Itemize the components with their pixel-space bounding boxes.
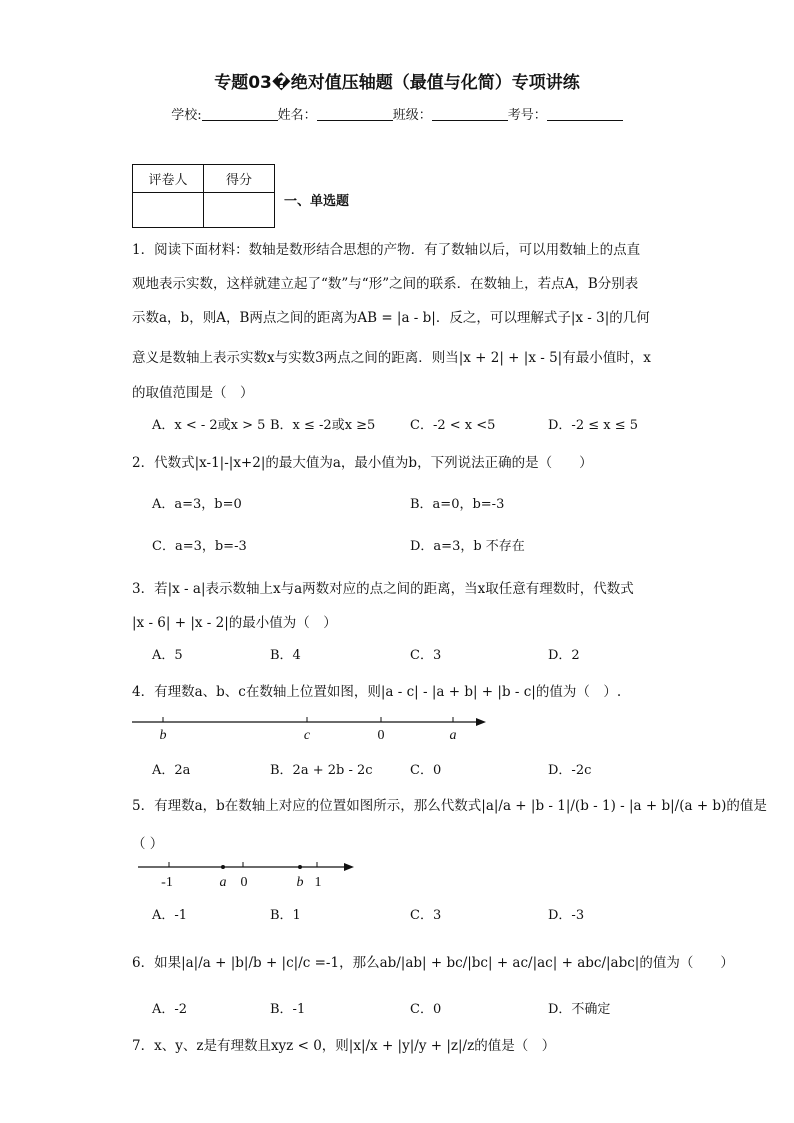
q4-option-a[interactable]: A．2a — [152, 763, 191, 778]
q3-option-d[interactable]: D．2 — [548, 648, 580, 663]
class-blank[interactable] — [432, 108, 508, 121]
grader-header: 评卷人 — [133, 165, 204, 193]
q6-option-b[interactable]: B．-1 — [270, 1002, 306, 1017]
q2-option-d[interactable]: D．a=3，b 不存在 — [410, 539, 525, 554]
q5-option-c[interactable]: C．3 — [410, 908, 442, 923]
q3-option-c[interactable]: C．3 — [410, 648, 442, 663]
q1-line-1: 1．阅读下面材料：数轴是数形结合思想的产物．有了数轴以后，可以用数轴上的点直 — [132, 242, 641, 258]
score-cell[interactable] — [204, 193, 275, 228]
class-label: 班级： — [392, 108, 432, 123]
q1-line-5: 的取值范围是（ ） — [132, 385, 254, 401]
q5-point-a — [221, 865, 225, 869]
name-label: 姓名： — [277, 108, 317, 123]
q1-option-d[interactable]: D．-2 ≤ x ≤ 5 — [548, 418, 639, 433]
q4-option-c[interactable]: C．0 — [410, 763, 442, 778]
q4-option-b[interactable]: B．2a + 2b - 2c — [270, 763, 373, 778]
q5-option-a[interactable]: A．-1 — [152, 908, 188, 923]
q5-line-1: 5．有理数a，b在数轴上对应的位置如图所示，那么代数式|a|/a + |b - 1|/(b - 1) - |a + b|/(a + b)的值是 — [132, 798, 767, 814]
section-title: 一、单选题 — [284, 194, 350, 209]
q2-line-1: 2．代数式|x-1|-|x+2|的最大值为a，最小值为b，下列说法正确的是（ ） — [132, 455, 593, 471]
q1-option-a[interactable]: A．x < - 2或x > 5 — [152, 418, 266, 433]
number-label: 考号： — [507, 108, 547, 123]
q6-line-1: 6．如果|a|/a + |b|/b + |c|/c =-1，那么ab/|ab| + bc/|bc| + ac/|ac| + abc/|abc|的值为（ ） — [132, 955, 734, 971]
q1-option-c[interactable]: C．-2 < x <5 — [410, 418, 496, 433]
q4-label-c: c — [303, 728, 311, 743]
q4-label-b: b — [159, 728, 167, 743]
q5-label-minus1: -1 — [161, 875, 173, 890]
q4-label-0: 0 — [377, 728, 385, 743]
q7-line-1: 7．x、y、z是有理数且xyz < 0，则|x|/x + |y|/y + |z|/z的值是（ ） — [132, 1038, 556, 1054]
grader-table — [132, 164, 275, 228]
q5-axis-arrow — [344, 863, 354, 871]
q1-line-4: 意义是数轴上表示实数x与实数3两点之间的距离．则当|x + 2| + |x - 5|有最小值时，x — [132, 350, 651, 366]
q5-label-b: b — [296, 875, 304, 890]
school-label: 学校: — [171, 108, 202, 123]
q5-label-a: a — [219, 875, 227, 890]
q5-number-line — [136, 858, 366, 890]
q3-option-b[interactable]: B．4 — [270, 648, 301, 663]
q1-option-b[interactable]: B．x ≤ -2或x ≥5 — [270, 418, 376, 433]
grader-cell[interactable] — [133, 193, 204, 228]
q5-point-b — [298, 865, 302, 869]
q3-line-1: 3．若|x - a|表示数轴上x与a两数对应的点之间的距离，当x取任意有理数时，代数式 — [132, 581, 634, 597]
q1-line-2: 观地表示实数，这样就建立起了“数”与“形”之间的联系．在数轴上，若点A，B分别表 — [132, 276, 639, 292]
q6-option-a[interactable]: A．-2 — [152, 1002, 188, 1017]
q6-option-c[interactable]: C．0 — [410, 1002, 442, 1017]
q3-line-2: |x - 6| + |x - 2|的最小值为（ ） — [132, 615, 337, 631]
student-info-line — [0, 104, 794, 123]
school-blank[interactable] — [202, 108, 278, 121]
q3-option-a[interactable]: A．5 — [152, 648, 183, 663]
name-blank[interactable] — [317, 108, 393, 121]
q1-line-3: 示数a，b，则A，B两点之间的距离为AB = |a - b|．反之，可以理解式子|x - 3|的几何 — [132, 310, 650, 326]
q6-option-d[interactable]: D．不确定 — [548, 1002, 611, 1017]
q4-axis-arrow — [476, 718, 486, 726]
q4-line-1: 4．有理数a、b、c在数轴上位置如图，则|a - c| - |a + b| + |b - c|的值为（ ）. — [132, 684, 622, 700]
q2-option-b[interactable]: B．a=0，b=-3 — [410, 497, 505, 512]
q2-option-c[interactable]: C．a=3，b=-3 — [152, 539, 247, 554]
q5-line-2: （ ） — [132, 836, 164, 852]
number-blank[interactable] — [547, 108, 623, 121]
q5-option-d[interactable]: D．-3 — [548, 908, 585, 923]
score-header: 得分 — [204, 165, 275, 193]
page-title: 专题03�绝对值压轴题（最值与化简）专项讲练 — [214, 73, 580, 93]
q5-option-b[interactable]: B．1 — [270, 908, 301, 923]
q5-label-0: 0 — [240, 875, 248, 890]
q4-option-d[interactable]: D．-2c — [548, 763, 592, 778]
q2-option-a[interactable]: A．a=3，b=0 — [152, 497, 242, 512]
q4-number-line — [130, 712, 500, 742]
q4-label-a: a — [449, 728, 457, 743]
q5-label-1: 1 — [314, 875, 322, 890]
